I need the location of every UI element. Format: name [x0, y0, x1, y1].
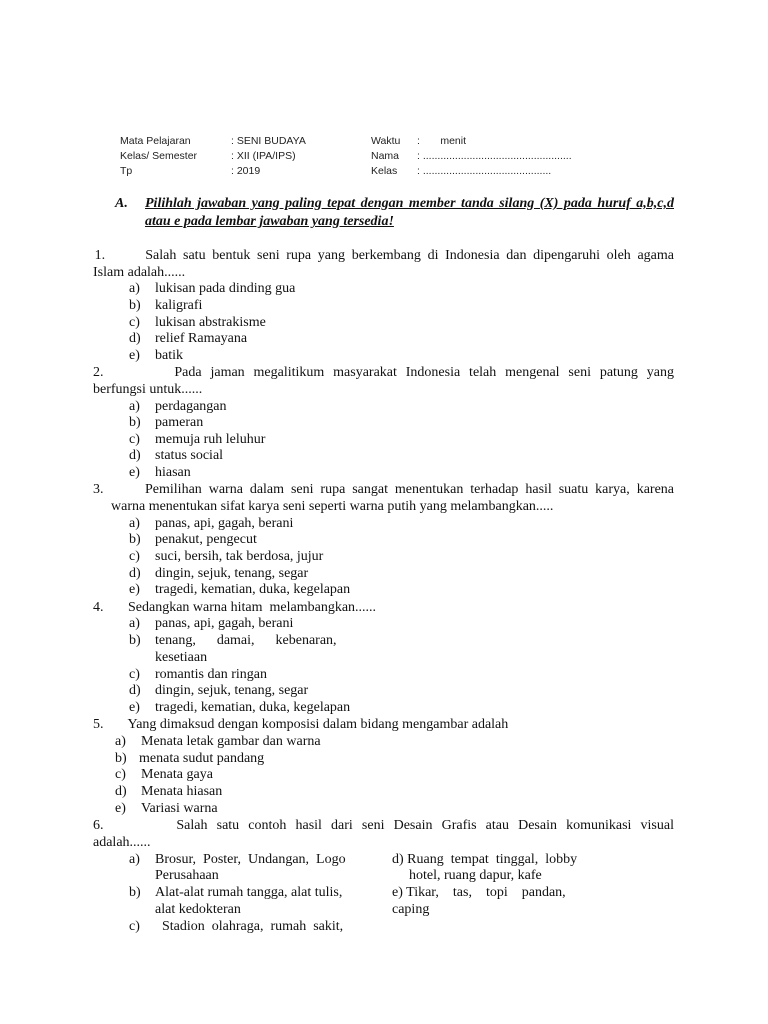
question-6-option-e-cont: caping: [392, 902, 430, 917]
header-values-2: [417, 134, 572, 179]
question-4-option-a: a) panas, api, gagah, berani: [129, 616, 294, 631]
question-2-option-c: c) memuja ruh leluhur: [129, 432, 266, 447]
question-6-option-d: d) Ruang tempat tinggal, lobby: [392, 852, 578, 867]
question-6-option-c: c) Stadion olahraga, rumah sakit,: [129, 919, 344, 934]
question-3-text-cont: warna menentukan sifat karya seni seperti warna putih yang melambangkan.....: [111, 499, 554, 514]
question-6-option-b: b) Alat-alat rumah tangga, alat tulis,: [129, 885, 343, 900]
question-1-option-c: c) lukisan abstrakisme: [129, 315, 266, 330]
question-3-option-b: b) penakut, pengecut: [129, 532, 257, 547]
question-2-option-b: b) pameran: [129, 415, 204, 430]
question-5-option-c: c) Menata gaya: [115, 767, 213, 782]
header-value-class: : XII (IPA/IPS): [231, 150, 296, 162]
header-value-kelas: : ............................................: [417, 165, 552, 177]
question-6-text-cont: adalah......: [93, 835, 151, 850]
header-label-subject: Mata Pelajaran: [120, 135, 191, 147]
header-labels: [120, 134, 197, 179]
question-1-option-e: e) batik: [129, 348, 183, 363]
question-4-option-e: e) tragedi, kematian, duka, kegelapan: [129, 700, 351, 715]
question-6-option-b-cont: alat kedokteran: [155, 902, 241, 917]
question-1-option-d: d) relief Ramayana: [129, 331, 248, 346]
question-2-text-cont: berfungsi untuk......: [93, 382, 203, 397]
header-value-name: : ...................................................: [417, 150, 572, 162]
question-3-option-c: c) suci, bersih, tak berdosa, jujur: [129, 549, 324, 564]
question-1-option-b: b) kaligrafi: [129, 298, 203, 313]
instruction-text: Pilihlah jawaban yang paling tepat dengan member tanda silang (X) pada huruf a,b,c,d atau e pada lembar jawaban yang tersedia!: [145, 196, 674, 229]
header-value-subject: : SENI BUDAYA: [231, 135, 306, 147]
question-4-option-c: c) romantis dan ringan: [129, 667, 267, 682]
section-marker: A.: [115, 196, 128, 211]
question-2-text: 2. Pada jaman megalitikum masyarakat Indonesia telah mengenal seni patung yang: [93, 365, 674, 380]
question-4-option-d: d) dingin, sejuk, tenang, segar: [129, 683, 309, 698]
question-2-option-e: e) hiasan: [129, 465, 191, 480]
question-3-text: 3. Pemilihan warna dalam seni rupa sangat menentukan terhadap hasil suatu karya, karena: [93, 482, 674, 497]
question-2-option-d: d) status social: [129, 448, 224, 463]
header-label-name: Nama: [371, 150, 400, 162]
question-4-option-b: b) tenang, damai, kebenaran,: [129, 633, 337, 648]
question-6-option-d-cont: hotel, ruang dapur, kafe: [409, 868, 542, 883]
header-value-year: : 2019: [231, 165, 261, 177]
question-5-option-b: b) menata sudut pandang: [115, 751, 265, 766]
header-label-class: Kelas/ Semester: [120, 150, 198, 162]
header-values: [231, 134, 306, 179]
header-labels-2: [371, 134, 400, 179]
question-6-option-a: a) Brosur, Poster, Undangan, Logo: [129, 852, 346, 867]
question-1-text-cont: Islam adalah......: [93, 265, 186, 280]
header-label-year: Tp: [120, 165, 133, 177]
question-3-option-e: e) tragedi, kematian, duka, kegelapan: [129, 582, 351, 597]
header-label-time: Waktu: [371, 135, 401, 147]
question-4-option-b-cont: kesetiaan: [155, 650, 208, 665]
question-2-option-a: a) perdagangan: [129, 399, 227, 414]
question-6-option-a-cont: Perusahaan: [155, 868, 219, 883]
header-value-time: : menit: [417, 135, 467, 147]
question-5-option-a: a) Menata letak gambar dan warna: [115, 734, 321, 749]
question-1-text: 1. Salah satu bentuk seni rupa yang berkembang di Indonesia dan dipengaruhi oleh agama: [88, 248, 674, 263]
question-3-option-a: a) panas, api, gagah, berani: [129, 516, 294, 531]
question-1-option-a: a) lukisan pada dinding gua: [129, 281, 296, 296]
question-5-text: 5. Yang dimaksud dengan komposisi dalam bidang mengambar adalah: [93, 717, 509, 732]
question-5-option-e: e) Variasi warna: [115, 801, 218, 816]
question-6-option-e: e) Tikar, tas, topi pandan,: [392, 885, 566, 900]
question-5-option-d: d) Menata hiasan: [115, 784, 223, 799]
question-6-text: 6. Salah satu contoh hasil dari seni Desain Grafis atau Desain komunikasi visual: [93, 818, 674, 833]
header-label-kelas: Kelas: [371, 165, 398, 177]
section-instruction: [115, 195, 674, 231]
question-4-text: 4. Sedangkan warna hitam melambangkan......: [93, 600, 377, 615]
question-3-option-d: d) dingin, sejuk, tenang, segar: [129, 566, 309, 581]
